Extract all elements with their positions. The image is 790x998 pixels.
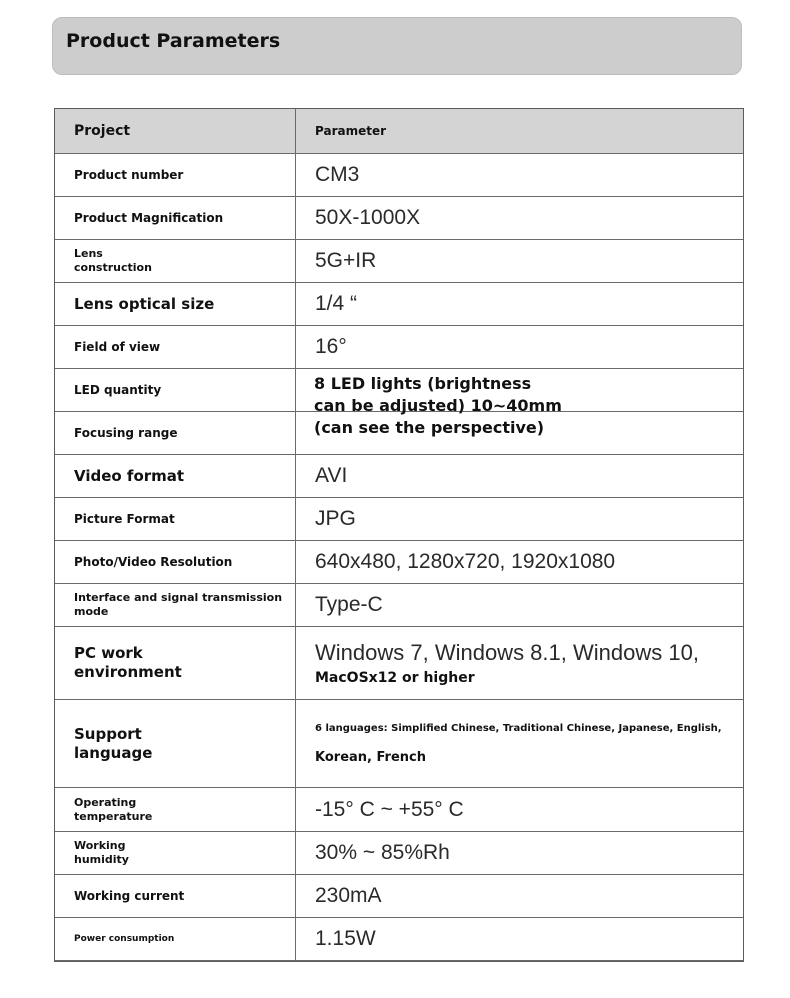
- row-label: Operating temperature: [55, 788, 296, 831]
- table-row: [55, 498, 743, 541]
- row-value-line2: MacOSx12 or higher: [315, 670, 475, 686]
- row-value: 16°: [315, 335, 347, 358]
- row-value: [296, 700, 743, 787]
- table-row: [55, 584, 743, 627]
- table-row: [55, 541, 743, 584]
- row-value: 230mA: [315, 884, 382, 907]
- header-project: Project: [55, 109, 296, 153]
- row-label: Power consumption: [55, 918, 296, 960]
- row-label: Working current: [55, 875, 296, 917]
- table-row: [55, 627, 743, 700]
- row-label: Photo/Video Resolution: [55, 541, 296, 583]
- row-label: PC work environment: [55, 627, 296, 699]
- led-focusing-merged-value: 8 LED lights (brightness can be adjusted) 10~40mm (can see the perspective): [314, 374, 562, 437]
- row-value: 30% ~ 85%Rh: [315, 841, 450, 864]
- table-row: [55, 154, 743, 197]
- table-row: [55, 455, 743, 498]
- row-label: Support language: [55, 700, 296, 787]
- row-value: 50X-1000X: [315, 206, 421, 229]
- table-row: [55, 832, 743, 875]
- table-header: [55, 109, 743, 154]
- row-value: -15° C ~ +55° C: [315, 797, 464, 821]
- table-row: [55, 788, 743, 832]
- table-row: [55, 326, 743, 369]
- row-label: LED quantity: [55, 369, 296, 411]
- row-label: Interface and signal transmission mode: [55, 584, 296, 626]
- row-value-line2: Korean, French: [315, 749, 426, 765]
- row-value: Type-C: [315, 593, 383, 616]
- row-value: [296, 627, 743, 699]
- table-row: [55, 240, 743, 283]
- row-label: Working humidity: [55, 832, 296, 874]
- row-label: Focusing range: [55, 412, 296, 454]
- row-label: Lens construction: [55, 240, 296, 282]
- table-row: [55, 875, 743, 918]
- row-value: 1.15W: [315, 927, 376, 950]
- title-banner: [52, 17, 742, 75]
- row-label: Field of view: [55, 326, 296, 368]
- row-value: 1/4 “: [315, 292, 358, 315]
- row-value: 640x480, 1280x720, 1920x1080: [315, 550, 616, 573]
- row-value: JPG: [315, 507, 356, 530]
- row-label: Product Magnification: [55, 197, 296, 239]
- header-parameter: Parameter: [315, 124, 387, 138]
- row-value-line1: 6 languages: Simplified Chinese, Traditional Chinese, Japanese, English,: [315, 722, 722, 734]
- row-label: Product number: [55, 154, 296, 196]
- table-row: [55, 700, 743, 788]
- row-label: Lens optical size: [55, 283, 296, 325]
- row-value: AVI: [315, 464, 348, 487]
- row-value: CM3: [315, 163, 360, 186]
- row-value-line1: Windows 7, Windows 8.1, Windows 10,: [315, 640, 699, 665]
- row-value: 5G+IR: [315, 249, 377, 272]
- table-row: [55, 197, 743, 240]
- parameters-table: [54, 108, 744, 962]
- row-label: Video format: [55, 455, 296, 497]
- row-label: Picture Format: [55, 498, 296, 540]
- page-title: Product Parameters: [66, 30, 281, 52]
- table-row: [55, 918, 743, 961]
- table-row: [55, 283, 743, 326]
